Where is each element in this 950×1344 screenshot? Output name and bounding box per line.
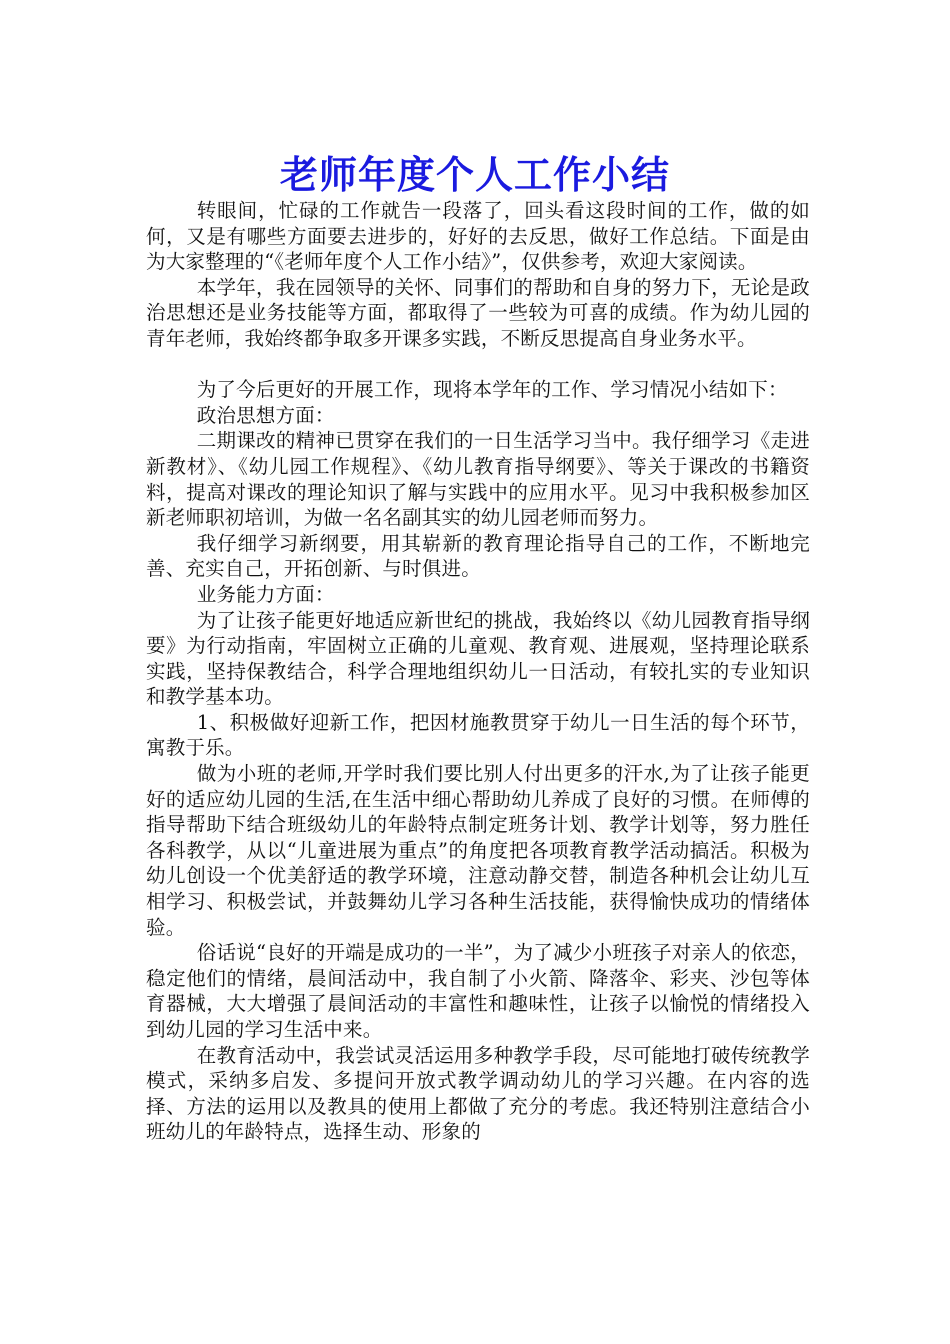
- document-body: [146, 198, 810, 1145]
- paragraph-teaching-methods: 在教育活动中，我尝试灵活运用多种教学手段，尽可能地打破传统教学模式，采纳多启发、多提问开放式教学调动幼儿的学习兴趣。在内容的选择、方法的运用以及教具的使用上都做了充分的考虑。我还特别注意结合小班幼儿的年龄特点，选择生动、形象的: [146, 1043, 810, 1144]
- paragraph-item-1: 1、积极做好迎新工作，把因材施教贯穿于幼儿一日生活的每个环节，寓教于乐。: [146, 710, 810, 760]
- paragraph-small-class: 做为小班的老师,开学时我们要比别人付出更多的汗水,为了让孩子能更好的适应幼儿园的生活,在生活中细心帮助幼儿养成了良好的习惯。在师傅的指导帮助下结合班级幼儿的年龄特点制定班务计划、教学计划等，努力胜任各科教学，从以“儿童进展为重点”的角度把各项教育教学活动搞活。积极为幼儿创设一个优美舒适的教学环境，注意动静交替，制造各种机会让幼儿互相学习、积极尝试，并鼓舞幼儿学习各种生活技能，获得愉快成功的情绪体验。: [146, 762, 810, 939]
- paragraph-teaching-principles: 为了让孩子能更好地适应新世纪的挑战，我始终以《幼儿园教育指导纲要》为行动指南，牢固树立正确的儿童观、教育观、进展观，坚持理论联系实践，坚持保教结合，科学合理地组织幼儿一日活动，有较扎实的专业知识和教学基本功。: [146, 608, 810, 709]
- document-title: 老师年度个人工作小结: [279, 153, 670, 198]
- paragraph-summary-lead: 为了今后更好的开展工作，现将本学年的工作、学习情况小结如下：: [196, 378, 788, 402]
- section-heading-politics: 政治思想方面：: [196, 403, 335, 427]
- paragraph-morning-activities: 俗话说“良好的开端是成功的一半”，为了减少小班孩子对亲人的依恋，稳定他们的情绪，晨间活动中，我自制了小火箭、降落伞、彩夹、沙包等体育器械，大大增强了晨间活动的丰富性和趣味性，让孩子以愉悦的情绪投入到幼儿园的学习生活中来。: [146, 941, 810, 1041]
- paragraph-new-guidelines: 我仔细学习新纲要，用其崭新的教育理论指导自己的工作，不断地完善、充实自己，开拓创新、与时俱进。: [146, 531, 810, 581]
- paragraph-curriculum-reform: 二期课改的精神已贯穿在我们的一日生活学习当中。我仔细学习《走进新教材》、《幼儿园工作规程》、《幼儿教育指导纲要》、等关于课改的书籍资料，提高对课改的理论知识了解与实践中的应用水平。见习中我积极参加区新老师职初培训，为做一名名副其实的幼儿园老师而努力。: [146, 429, 810, 530]
- section-heading-professional: 业务能力方面：: [196, 582, 335, 606]
- paragraph-overview: 本学年，我在园领导的关怀、同事们的帮助和自身的努力下，无论是政治思想还是业务技能等方面，都取得了一些较为可喜的成绩。作为幼儿园的青年老师，我始终都争取多开课多实践，不断反思提高自身业务水平。: [146, 275, 810, 350]
- paragraph-intro: 转眼间，忙碌的工作就告一段落了，回头看这段时间的工作，做的如何，又是有哪些方面要去进步的，好好的去反思，做好工作总结。下面是由为大家整理的“《老师年度个人工作小结》”，仅供参考，欢迎大家阅读。: [146, 199, 810, 274]
